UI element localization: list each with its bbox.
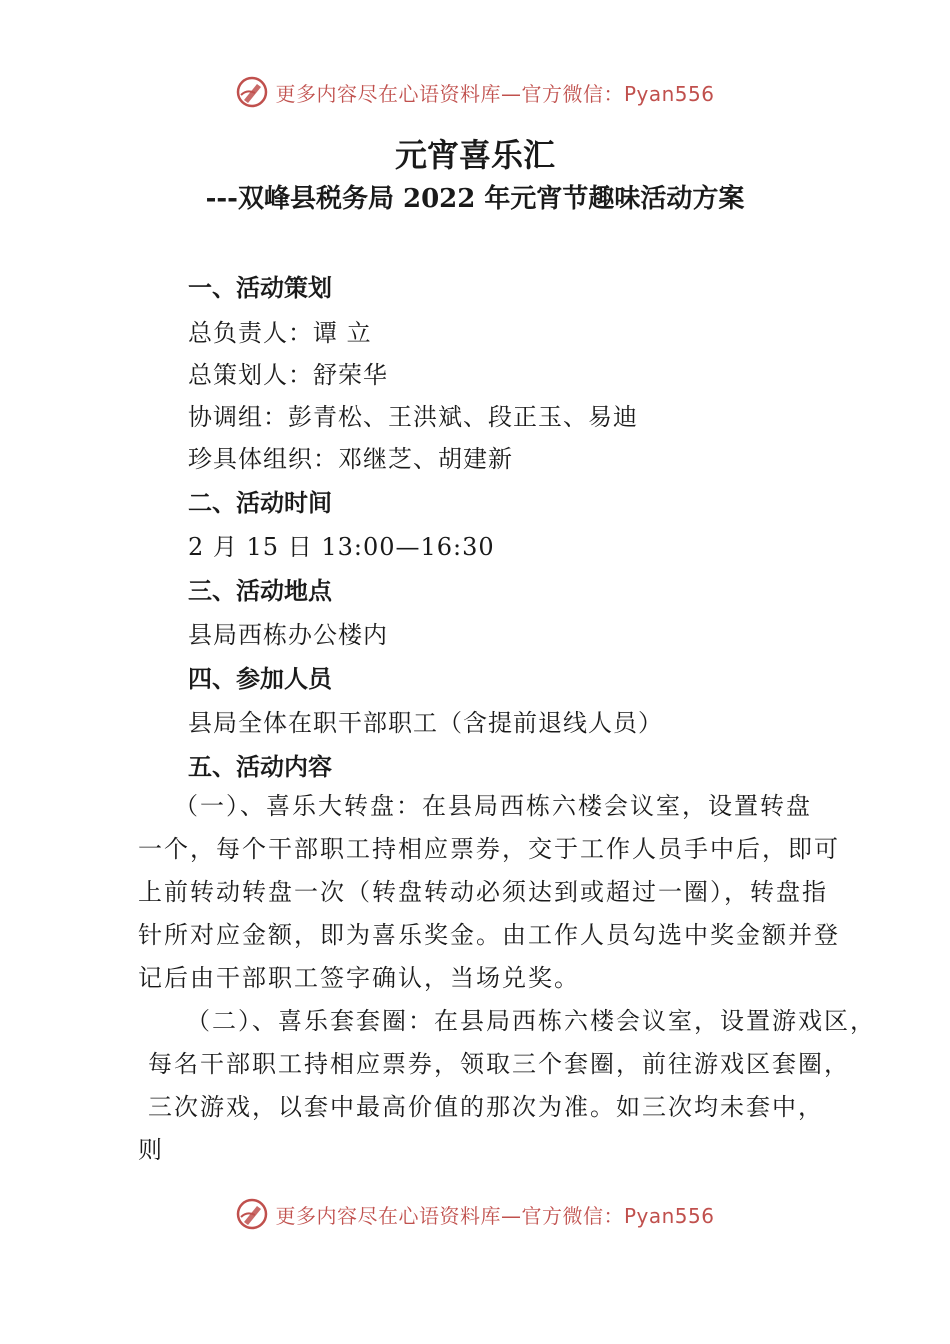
- text-line: 2 月 15 日 13:00—16:30: [188, 533, 495, 561]
- paragraph-line: （二）、喜乐套套圈：在县局西栋六楼会议室，设置游戏区，: [186, 1007, 876, 1035]
- paragraph-lucky-wheel: [138, 785, 838, 1000]
- section-heading-planning: 一、活动策划: [188, 273, 332, 302]
- watermark-footer: [0, 1194, 950, 1234]
- watermark-text: 更多内容尽在心语资料库—官方微信：Pyan556: [275, 1203, 715, 1228]
- text-line: 珍具体组织：邓继芝、胡建新: [188, 445, 513, 473]
- paragraph-line: 针所对应金额，即为喜乐奖金。由工作人员勾选中奖金额并登: [138, 921, 840, 949]
- paragraph-line: 上前转动转盘一次（转盘转动必须达到或超过一圈），转盘指: [138, 878, 828, 906]
- section-heading-location: 三、活动地点: [188, 576, 332, 605]
- text-line: 协调组：彭青松、王洪斌、段正玉、易迪: [188, 403, 638, 431]
- paragraph-line: 记后由干部职工签字确认，当场兑奖。: [138, 964, 580, 992]
- section-heading-time: 二、活动时间: [188, 488, 332, 517]
- paragraph-line: 三次游戏，以套中最高价值的那次为准。如三次均未套中，: [148, 1093, 824, 1121]
- pen-logo-icon: [235, 1197, 269, 1231]
- paragraph-ring-toss: [138, 1000, 876, 1172]
- text-line: 总策划人：舒荣华: [188, 361, 388, 389]
- watermark-text: 更多内容尽在心语资料库—官方微信：Pyan556: [275, 81, 715, 106]
- section-heading-participants: 四、参加人员: [188, 664, 332, 693]
- text-line: 县局西栋办公楼内: [188, 621, 388, 649]
- paragraph-line: 则: [138, 1136, 164, 1164]
- document-subtitle: ---双峰县税务局 2022 年元宵节趣味活动方案: [205, 184, 745, 214]
- watermark-header: [0, 72, 950, 112]
- pen-logo-icon: [235, 75, 269, 109]
- text-line: 总负责人：谭 立: [188, 319, 372, 347]
- paragraph-line: （一）、喜乐大转盘：在县局西栋六楼会议室，设置转盘: [174, 792, 812, 820]
- section-heading-content: 五、活动内容: [188, 752, 332, 781]
- paragraph-line: 每名干部职工持相应票券，领取三个套圈，前往游戏区套圈，: [148, 1050, 850, 1078]
- document-title: 元宵喜乐汇: [394, 136, 555, 174]
- text-line: 县局全体在职干部职工（含提前退线人员）: [188, 709, 663, 737]
- paragraph-line: 一个，每个干部职工持相应票券，交于工作人员手中后，即可: [138, 835, 840, 863]
